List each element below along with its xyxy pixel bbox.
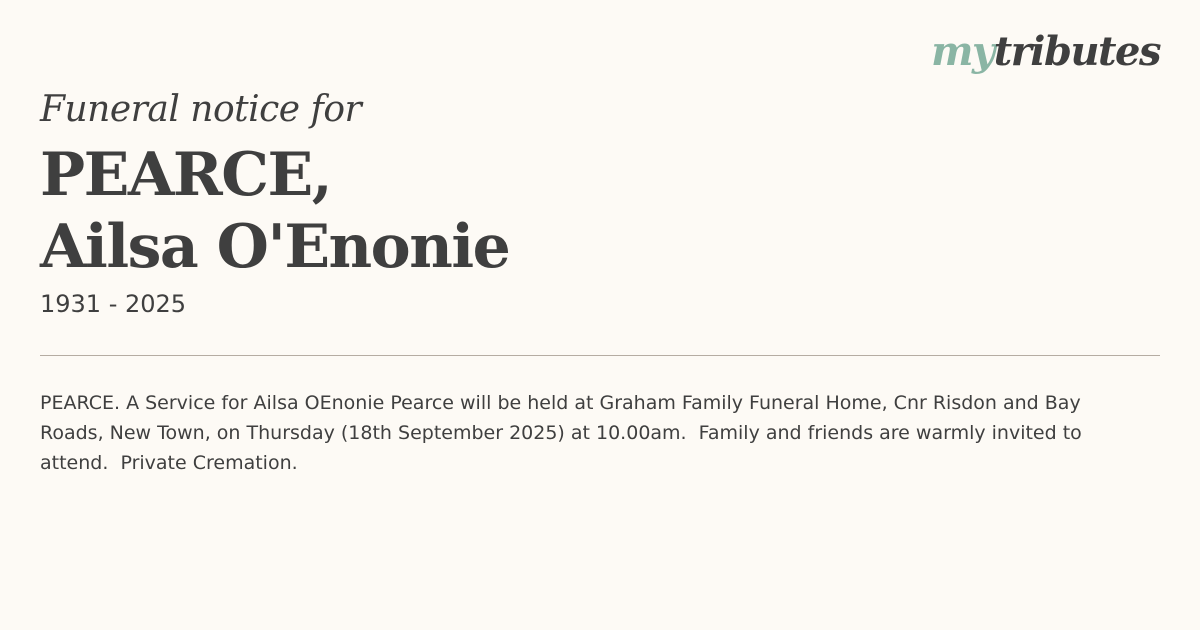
- logo-wordmark: tributes: [993, 28, 1160, 75]
- logo-prefix: my: [931, 28, 994, 75]
- deceased-given-names: Ailsa O'Enonie: [40, 212, 510, 282]
- life-years: 1931 - 2025: [40, 290, 187, 318]
- mytributes-logo[interactable]: [931, 28, 1160, 75]
- deceased-name: [40, 139, 509, 283]
- divider: [40, 355, 1160, 356]
- deceased-surname: PEARCE,: [40, 140, 332, 210]
- notice-kicker: Funeral notice for: [40, 89, 362, 130]
- notice-body: PEARCE. A Service for Ailsa OEnonie Pearce will be held at Graham Family Funeral Home, Cnr Risdon and Bay Roads, New Town, on Thursday (18th September 2025) at 10.00am. Family and friends are warmly invited to attend. Private Cremation.: [40, 392, 1088, 474]
